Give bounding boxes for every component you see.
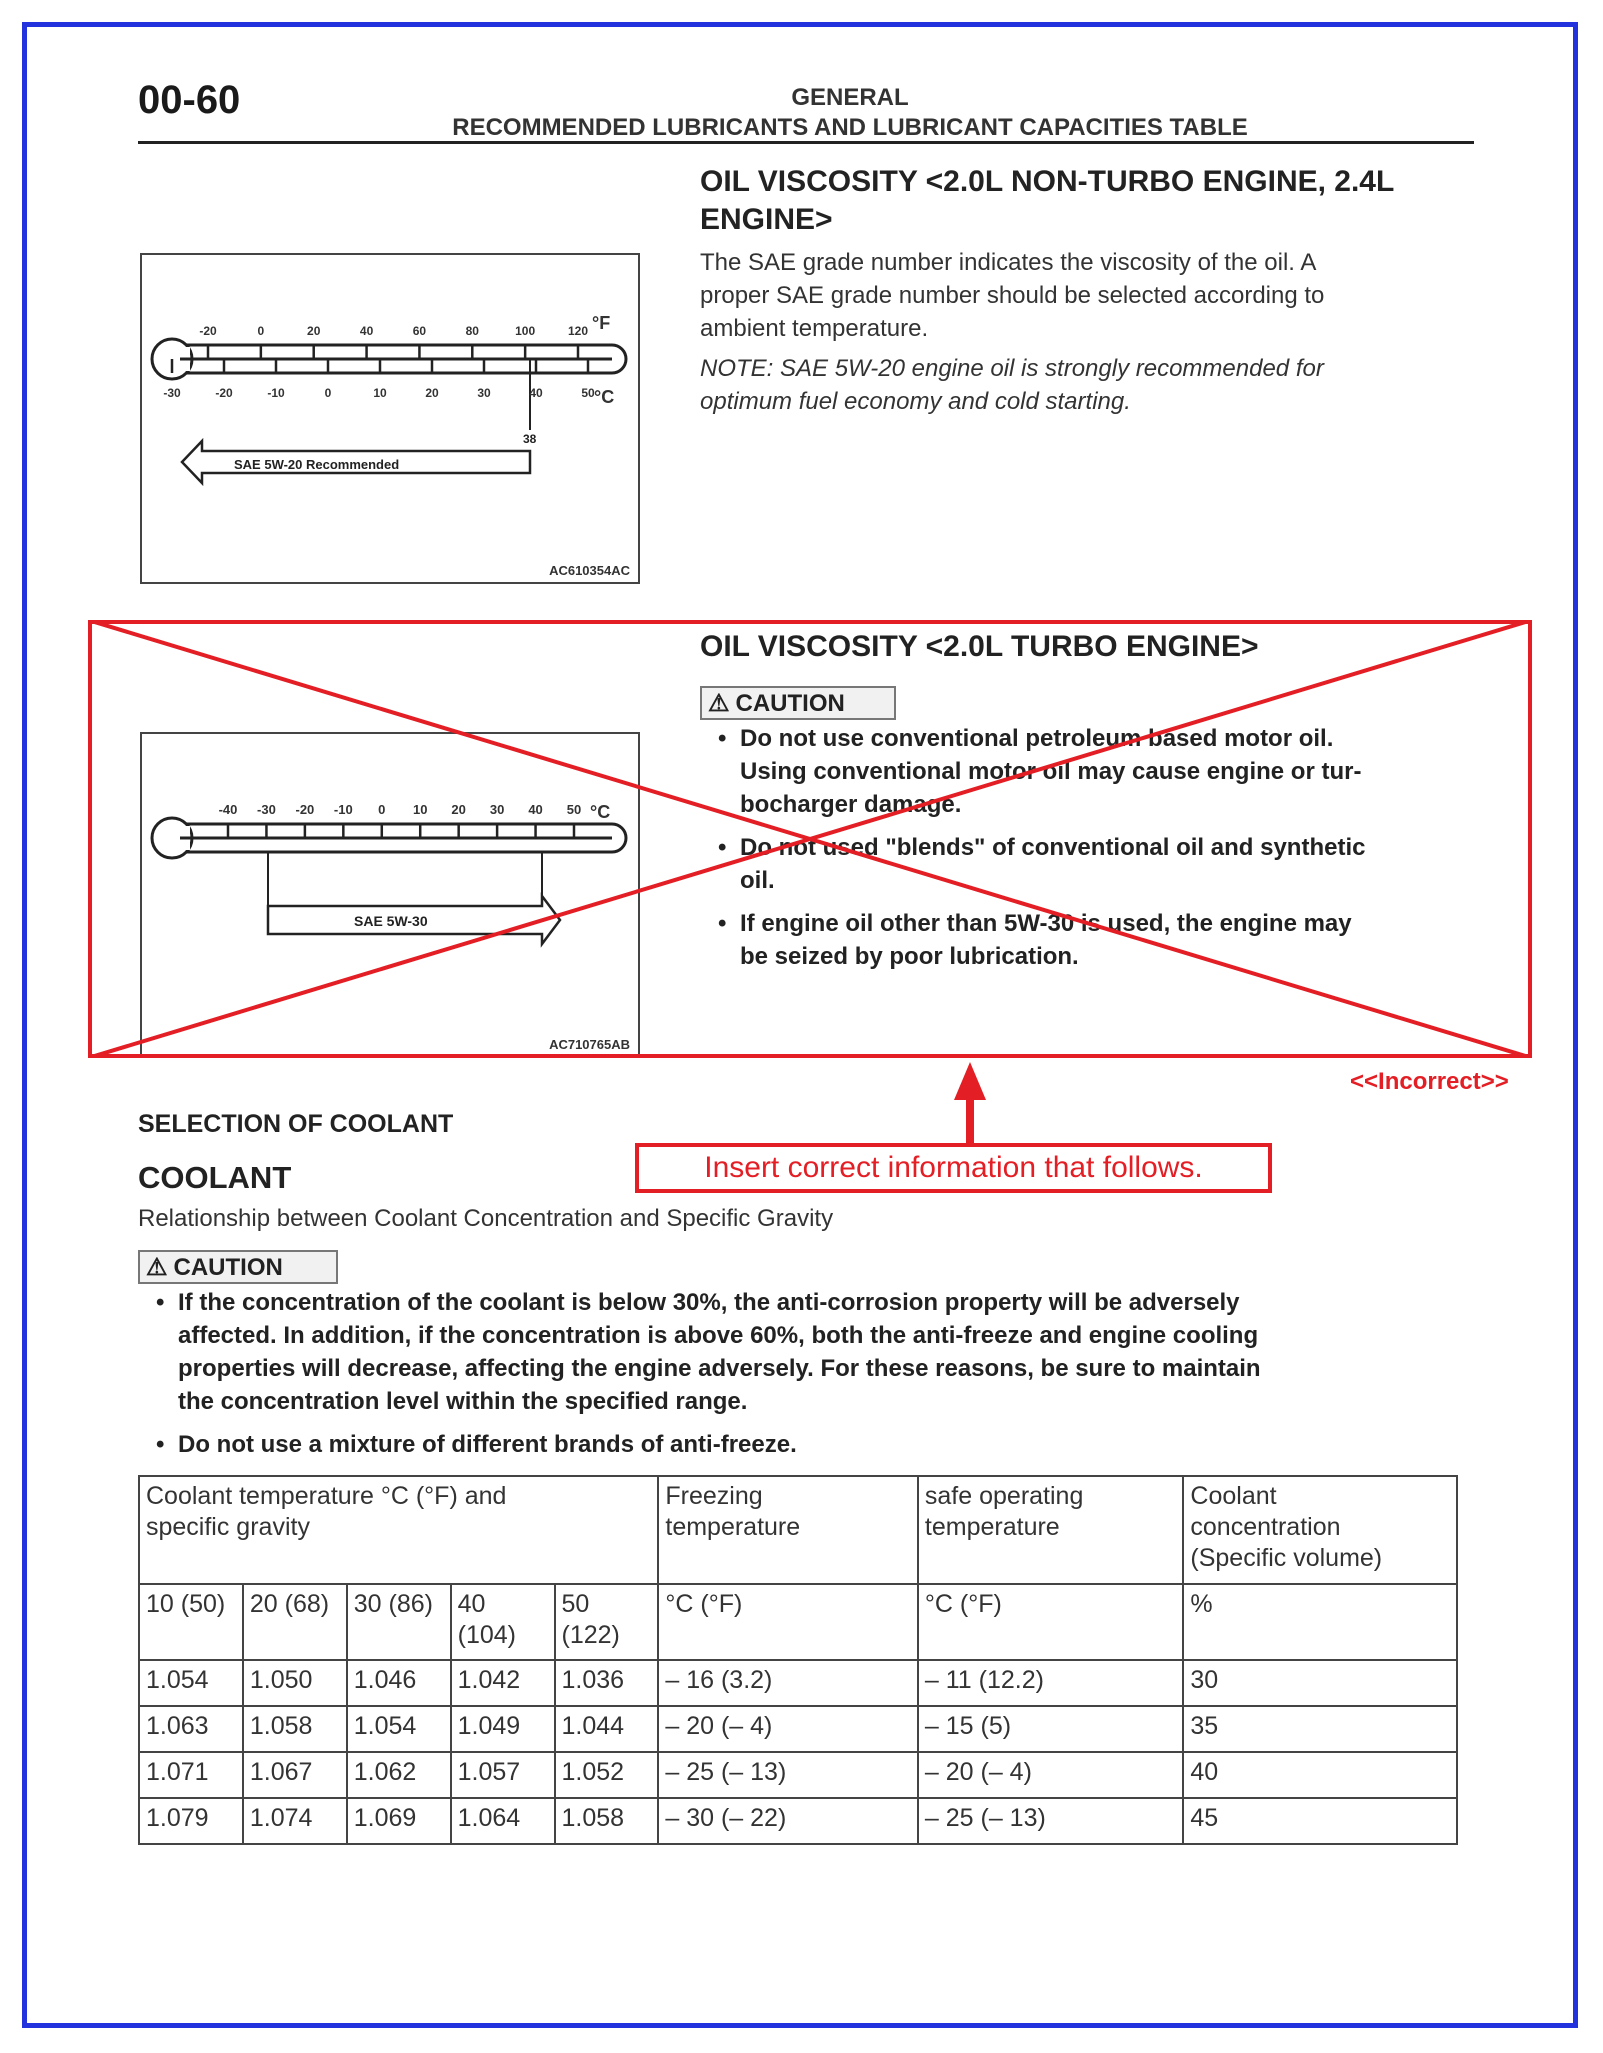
oil-viscosity-na-note-cont: optimum fuel economy and cold starting.	[700, 388, 1131, 415]
header-line: specific gravity	[146, 1513, 310, 1541]
scale-label: -20	[295, 802, 315, 817]
scale-label: -20	[215, 386, 233, 400]
header-cell	[555, 1584, 659, 1660]
table-body	[139, 1660, 1457, 1844]
table-cell: – 25 (– 13)	[918, 1798, 1184, 1844]
table-cell: 1.049	[451, 1706, 555, 1752]
table-cell: 35	[1183, 1706, 1457, 1752]
header-cell	[918, 1476, 1184, 1584]
up-arrow-icon	[950, 1060, 990, 1146]
scale-label: 10	[373, 386, 387, 400]
table-cell: 1.064	[451, 1798, 555, 1844]
header-cell	[139, 1476, 658, 1584]
header-line: (104)	[457, 1621, 516, 1649]
bullet-line: • Do not use conventional petroleum based motor oil.	[740, 725, 1334, 752]
page-number: 00-60	[138, 78, 241, 122]
table-cell: 1.071	[139, 1752, 243, 1798]
header-line: 40	[457, 1590, 486, 1618]
warning-triangle-icon: ⚠	[708, 690, 730, 717]
table-cell: 1.058	[243, 1706, 347, 1752]
arrow-label: SAE 5W-20 Recommended	[234, 457, 400, 472]
oil-viscosity-na-text-line: The SAE grade number indicates the viscosity of the oil. A	[700, 249, 1317, 276]
scale-label: 40	[359, 324, 374, 338]
scale-label: -20	[199, 324, 217, 338]
table-cell: 1.058	[555, 1798, 659, 1844]
bullet-line: affected. In addition, if the concentration is above 60%, both the anti-freeze and engine cooling	[178, 1322, 1259, 1349]
table-cell: – 16 (3.2)	[658, 1660, 918, 1706]
header-cell	[451, 1584, 555, 1660]
thermometer-5w20-diagram	[142, 255, 638, 582]
table-cell: 1.042	[451, 1660, 555, 1706]
table-cell: 1.062	[347, 1752, 451, 1798]
table-cell: – 30 (– 22)	[658, 1798, 918, 1844]
table-row	[139, 1706, 1457, 1752]
scale-label: -30	[257, 802, 276, 817]
header-line: Freezing	[665, 1482, 763, 1510]
scale-label: 0	[324, 386, 332, 400]
oil-viscosity-na-note: NOTE: SAE 5W-20 engine oil is strongly recommended for	[700, 355, 1324, 382]
scale-label: 60	[412, 324, 427, 338]
oil-viscosity-na-heading-cont: ENGINE>	[700, 203, 833, 236]
header-line: (Specific volume)	[1190, 1544, 1383, 1572]
scale-label: -40	[218, 802, 238, 817]
table-cell: 1.036	[555, 1660, 659, 1706]
scale-label: 100	[515, 324, 536, 338]
bullet-line: • If engine oil other than 5W-30 is used, the engine may	[740, 910, 1352, 937]
table-cell: 1.063	[139, 1706, 243, 1752]
scale-label: -30	[163, 386, 181, 400]
coolant-section-heading: SELECTION OF COOLANT	[138, 1110, 454, 1138]
table-cell: 1.057	[451, 1752, 555, 1798]
oil-viscosity-na-text-line: ambient temperature.	[700, 315, 929, 342]
coolant-caution-list	[148, 1286, 1478, 1471]
caution-label: CAUTION	[735, 690, 845, 717]
table-cell: 1.069	[347, 1798, 451, 1844]
bullet-line: bocharger damage.	[740, 791, 962, 818]
coolant-heading: COOLANT	[138, 1160, 292, 1195]
figure-code: AC610354AC	[549, 563, 630, 578]
bullet-line: Using conventional motor oil may cause engine or tur-	[740, 758, 1362, 785]
header-cell: °C (°F)	[658, 1584, 918, 1660]
table-subheader-row	[139, 1584, 1457, 1660]
table-header-row	[139, 1476, 1457, 1584]
scale-label: 40	[528, 802, 543, 817]
header-line: (122)	[561, 1621, 620, 1649]
table-cell: 30	[1183, 1660, 1457, 1706]
bullet-line: oil.	[740, 867, 775, 894]
scale-label: 30	[489, 802, 505, 817]
table-cell: 1.050	[243, 1660, 347, 1706]
section-name: GENERAL	[791, 84, 909, 111]
table-cell: 1.054	[139, 1660, 243, 1706]
scale-label: 50	[581, 386, 595, 400]
header-cell	[658, 1476, 918, 1584]
warning-triangle-icon: ⚠	[146, 1254, 168, 1281]
scale-label: 80	[465, 324, 479, 338]
table-cell: 1.067	[243, 1752, 347, 1798]
table-cell: 1.044	[555, 1706, 659, 1752]
list-item	[148, 1286, 1478, 1418]
oil-viscosity-na-heading: OIL VISCOSITY <2.0L NON-TURBO ENGINE, 2.4L	[700, 165, 1395, 198]
header-cell: °C (°F)	[918, 1584, 1184, 1660]
scale-label: -10	[267, 386, 285, 400]
header-cell: 10 (50)	[139, 1584, 243, 1660]
header-line: Coolant temperature °C (°F) and	[146, 1482, 507, 1510]
header-divider	[138, 141, 1474, 144]
list-item	[148, 1428, 1478, 1461]
oil-viscosity-na-text-line: proper SAE grade number should be selected according to	[700, 282, 1325, 309]
bullet-line: be seized by poor lubrication.	[740, 943, 1079, 970]
bullet-line: properties will decrease, affecting the engine adversely. For these reasons, be sure to maintain	[178, 1355, 1261, 1382]
scale-unit-label: °F	[592, 313, 611, 333]
scale-label: 20	[451, 802, 466, 817]
scale-label: 20	[307, 324, 321, 338]
table-cell: – 11 (12.2)	[918, 1660, 1184, 1706]
header-line: 50	[561, 1590, 590, 1618]
scale-unit-label: °C	[590, 802, 611, 822]
table-cell: 1.052	[555, 1752, 659, 1798]
limit-value-label: 38	[523, 432, 537, 446]
table-row	[139, 1798, 1457, 1844]
header-line: temperature	[665, 1513, 801, 1541]
figure-code: AC710765AB	[549, 1037, 630, 1052]
caution-badge	[138, 1250, 338, 1284]
table-cell: 1.054	[347, 1706, 451, 1752]
header-line: concentration	[1190, 1513, 1341, 1541]
coolant-subtitle: Relationship between Coolant Concentration and Specific Gravity	[138, 1205, 834, 1232]
scale-label: 30	[477, 386, 491, 400]
table-row	[139, 1752, 1457, 1798]
header-cell	[1183, 1476, 1457, 1584]
header-cell: %	[1183, 1584, 1457, 1660]
bullet-line: • If the concentration of the coolant is below 30%, the anti-corrosion property will be adversely	[178, 1289, 1240, 1316]
header-line: temperature	[924, 1513, 1060, 1541]
table-cell: 1.079	[139, 1798, 243, 1844]
header-cell: 20 (68)	[243, 1584, 347, 1660]
table-cell: – 25 (– 13)	[658, 1752, 918, 1798]
incorrect-label: <<Incorrect>>	[1350, 1068, 1509, 1095]
header-line: safe operating	[924, 1482, 1084, 1510]
coolant-gravity-table	[138, 1475, 1458, 1845]
table-cell: 1.074	[243, 1798, 347, 1844]
table-cell: – 20 (– 4)	[918, 1752, 1184, 1798]
bullet-line: • Do not used "blends" of conventional oil and synthetic	[740, 834, 1366, 861]
arrow-label: SAE 5W-30	[354, 913, 428, 929]
insert-correct-info-note: Insert correct information that follows.	[635, 1143, 1272, 1193]
bullet-line: • Do not use a mixture of different brands of anti-freeze.	[178, 1431, 797, 1458]
scale-label: 0	[378, 802, 386, 817]
table-cell: 40	[1183, 1752, 1457, 1798]
scale-label: 20	[425, 386, 439, 400]
scale-label: 10	[412, 802, 428, 817]
scale-unit-label: °C	[594, 387, 615, 407]
scale-label: 120	[567, 324, 589, 338]
scale-label: 0	[257, 324, 265, 338]
table-cell: 1.046	[347, 1660, 451, 1706]
scale-label: -10	[333, 802, 353, 817]
cross-out-mark	[88, 620, 1532, 1058]
table-cell: 45	[1183, 1798, 1457, 1844]
oil-viscosity-na-figure	[140, 253, 640, 584]
caution-label: CAUTION	[173, 1254, 283, 1281]
table-cell: – 15 (5)	[918, 1706, 1184, 1752]
scale-label: 50	[566, 802, 582, 817]
oil-viscosity-turbo-heading: OIL VISCOSITY <2.0L TURBO ENGINE>	[700, 630, 1259, 663]
header-line: Coolant	[1190, 1482, 1277, 1510]
scale-label: 40	[529, 386, 543, 400]
page-title: RECOMMENDED LUBRICANTS AND LUBRICANT CAPACITIES TABLE	[452, 114, 1248, 141]
header-cell: 30 (86)	[347, 1584, 451, 1660]
table-row	[139, 1660, 1457, 1706]
table-cell: – 20 (– 4)	[658, 1706, 918, 1752]
bullet-line: the concentration level within the specified range.	[178, 1388, 748, 1415]
